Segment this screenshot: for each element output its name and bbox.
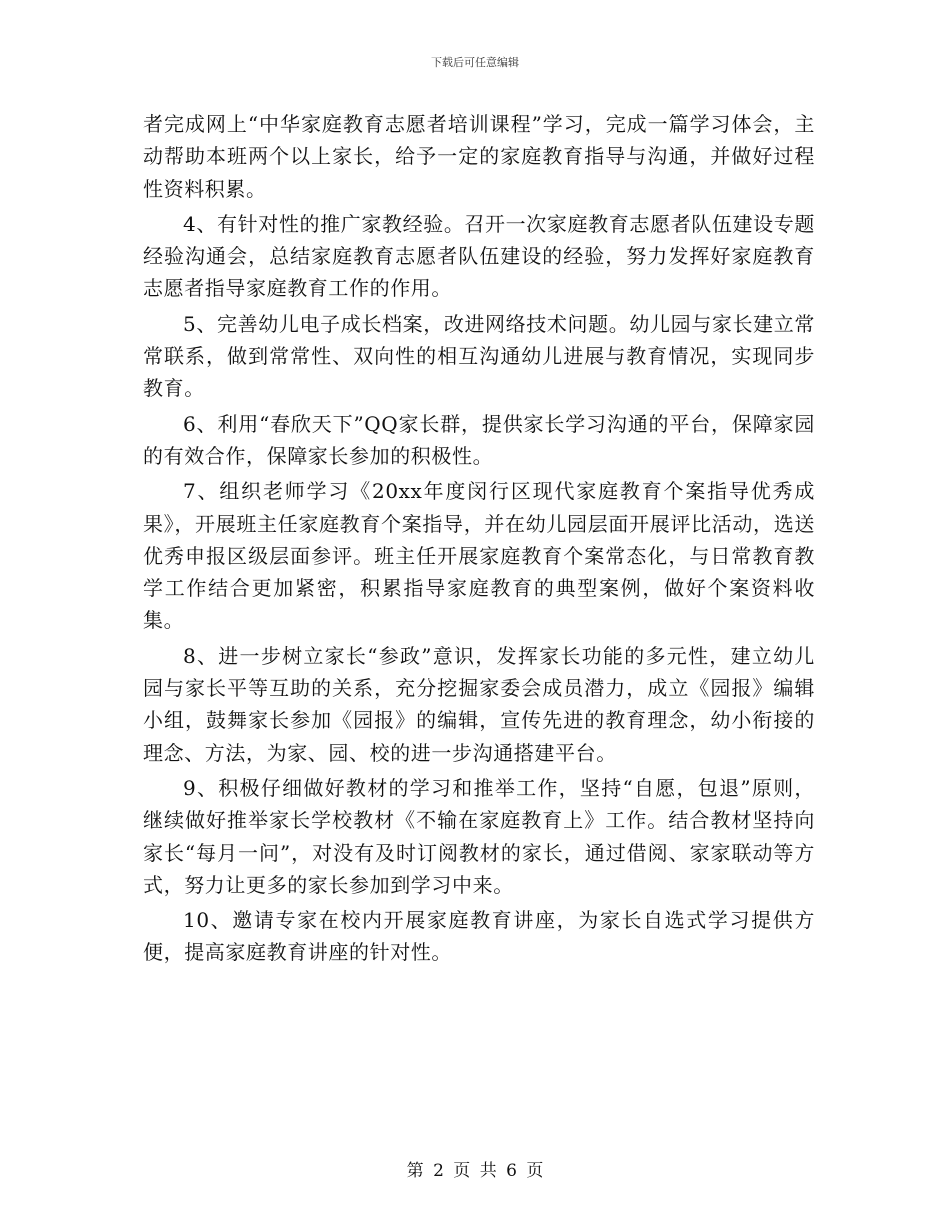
document-body <box>143 108 815 969</box>
paragraph-2: 4、有针对性的推广家教经验。召开一次家庭教育志愿者队伍建设专题经验沟通会，总结家庭教育志愿者队伍建设的经验，努力发挥好家庭教育志愿者指导家庭教育工作的作用。 <box>143 211 815 301</box>
paragraph-8: 10、邀请专家在校内开展家庭教育讲座，为家长自选式学习提供方便，提高家庭教育讲座的针对性。 <box>143 908 815 965</box>
paragraph-6: 8、进一步树立家长“参政”意识，发挥家长功能的多元性，建立幼儿园与家长平等互助的关系，充分挖掘家委会成员潜力，成立《园报》编辑小组，鼓舞家长参加《园报》的编辑，宣传先进的教育理念，幼小衔接的理念、方法，为家、园、校的进一步沟通搭建平台。 <box>143 643 815 765</box>
paragraph-5: 7、组织老师学习《20xx年度闵行区现代家庭教育个案指导优秀成果》，开展班主任家庭教育个案指导，并在幼儿园层面开展评比活动，选送优秀申报区级层面参评。班主任开展家庭教育个案常态化，与日常教育教学工作结合更加紧密，积累指导家庭教育的典型案例，做好个案资料收集。 <box>143 479 815 633</box>
page-header: 下载后可任意编辑 <box>431 56 519 69</box>
paragraph-3: 5、完善幼儿电子成长档案，改进网络技术问题。幼儿园与家长建立常常联系，做到常常性、双向性的相互沟通幼儿进展与教育情况，实现同步教育。 <box>143 311 815 401</box>
paragraph-4: 6、利用“春欣天下”QQ家长群，提供家长学习沟通的平台，保障家园的有效合作，保障家长参加的积极性。 <box>143 411 815 468</box>
page-footer: 第 2 页 共 6 页 <box>406 1161 544 1181</box>
paragraph-7: 9、积极仔细做好教材的学习和推举工作，坚持“自愿，包退”原则，继续做好推举家长学校教材《不输在家庭教育上》工作。结合教材坚持向家长“每月一问”，对没有及时订阅教材的家长，通过借阅、家家联动等方式，努力让更多的家长参加到学习中来。 <box>143 775 815 897</box>
paragraph-1: 者完成网上“中华家庭教育志愿者培训课程”学习，完成一篇学习体会，主动帮助本班两个以上家长，给予一定的家庭教育指导与沟通，并做好过程性资料积累。 <box>143 112 815 201</box>
